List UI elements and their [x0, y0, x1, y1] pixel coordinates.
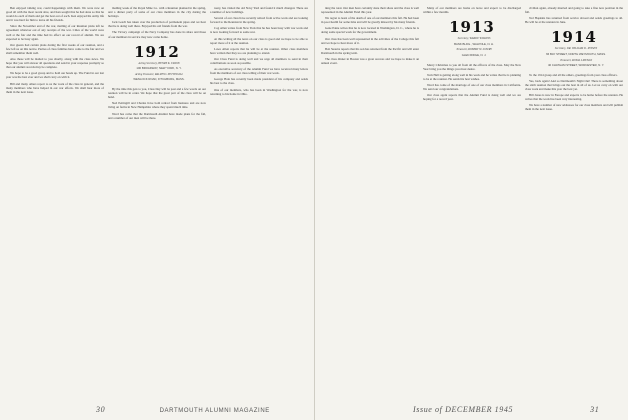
class-year-heading-1912: 1912 — [134, 42, 180, 61]
right-column-3 — [525, 6, 623, 398]
secretary-address: BANK BLDG., WALPOLE, N. H. — [454, 41, 494, 46]
secretary-address: 100 BROADWAY, NEW YORK, N. Y. — [136, 66, 182, 71]
treasurer-line: Treasurer, ROBERT W. LOWRY — [456, 48, 492, 52]
magazine-title: DARTMOUTH ALUMNI MAGAZINE — [159, 408, 270, 414]
paragraph: The Victory campaign of the Navy Company has done its share and those of our members in service may now come home. — [108, 30, 206, 39]
paragraph: George Hale has recently been made president of his company and sends his best to the class. — [210, 77, 308, 86]
page-number: 31 — [590, 405, 600, 414]
treasurer-line: Treasurer, ROYAL LINDSAY — [560, 58, 592, 62]
left-column-2 — [108, 6, 206, 398]
paragraph: civilian again, already married and going to take a fine new position in the fall. — [525, 6, 623, 15]
paragraph: Lowe Allen reports that he will be at the reunion. Other class members have written that they too are planning to attend. — [210, 46, 308, 55]
paragraph: Many of our members are home on leave and expect to be discharged within a few months. — [423, 6, 521, 15]
paragraph: Word has come that the Dartmouth Alumni have made plans for the fall, and a number of our men will be there. — [108, 111, 206, 120]
class-year-heading-1913: 1913 — [449, 18, 495, 37]
right-column-1 — [321, 6, 419, 398]
paragraph: Our class agent reports that the Alumni Fund is doing well and we are hoping for a record year. — [423, 93, 521, 102]
issue-date: Issue of DECEMBER 1945 — [413, 405, 514, 414]
paragraph: ruary, has visited the old Navy Yard and found it much changed. There are a number of new buildings. — [210, 6, 308, 15]
paragraph: Yes, back again! And so Dartmouth's Night Out! There is something about the sixth reunion that brings out the best in all of us. Let us carry on with our class work and make this year the best yet. — [525, 78, 623, 92]
paragraph: Our class has been well represented in the activities of the College this fall and we hope to hear more of it. — [321, 36, 419, 45]
page-number: 30 — [96, 405, 106, 414]
paragraph: Several of our class have recently retired from active work and are looking forward to the Reunion in the spring. — [210, 16, 308, 25]
secretary-line: Acting Secretary, HENRY K. URION — [138, 61, 180, 65]
paragraph: Bill and many others report to us the work of the class in general, and the many members who have helped in our war efforts. We shall hear more of them in the next issue. — [6, 81, 104, 94]
paragraph: Also these will be mailed to you shortly, along with the class news. We hope that you will answer all questions and send in your response promptly so that our alumni records may be complete. — [6, 57, 104, 70]
paragraph: Cog Allen writes from New York that he has been busy with war work and is now looking forward to some rest. — [210, 26, 308, 35]
secretary-line: Secretary, WARDE WILKINS — [457, 37, 491, 41]
paragraph: ning the total. Our men have certainly done their share and the class is well represented in the Alumni Fund this year. — [321, 6, 419, 15]
paragraph: Gene Paine writes that he is now located in Washington, D. C., where he is doing some special work for the government. — [321, 26, 419, 35]
paragraph: One of our members, who has been in Washington for the war, is now returning to his home in Ohio. — [210, 87, 308, 96]
paragraph: As executive secretary of the Alumni Fund we have received many letters from the members of our class telling of their war work. — [210, 67, 308, 76]
paragraph: Ted Hopkins has returned from service abroad and sends greetings to all. He will be at the reunion in June. — [525, 16, 623, 25]
secretary-address: 66 BAY STREET, NORTH WEYMOUTH, MASS. — [546, 51, 606, 56]
paragraph: Tom Hall is getting along well in his work and he writes that he is planning to be at the reunion. He sends his best wishes. — [423, 72, 521, 81]
paragraph: Word has come of the marriage of one of our class members in California. We send our congratulations. — [423, 82, 521, 92]
paragraph: mailing week of the Royal Mine Co. with a Reunion planned in the spring, and a dinner party of some of our class members in the city during the holidays. — [108, 6, 206, 19]
treasurer-address: 40 CHATHAM STREET, WORCESTER, N. Y. — [547, 63, 605, 68]
paragraph: By the time this gets to you, Class Day will be past and a few words on our reunion will be in order. We hope that the great part of the class will be on hand. — [108, 87, 206, 100]
treasurer-address: WENLOCK ROAD, FITCHBURG, MASS. — [133, 77, 185, 82]
paragraph: Bill Jones is now in Europe and expects to be home before the reunion. He writes that the work has been very interesting. — [525, 93, 623, 102]
paragraph: Bob Stearns reports that his son has returned from the Pacific and will enter Dartmouth in the spring term. — [321, 46, 419, 55]
left-column-1 — [6, 6, 104, 398]
paragraph: Ben enjoyed talking war, could happenings with them. We were now on good all with the most recent sitre, and Ken sought that he had done so that he would do each of them and get the best out of each. Ken enjoyed his Army life and it was hard for him to leave all his friends. — [6, 6, 104, 23]
class-year-heading-1914: 1914 — [551, 28, 597, 47]
secretary-line: Secretary, DR. WILLIAM D. JENSEN — [554, 47, 598, 51]
left-column-3 — [210, 6, 308, 398]
left-footer — [96, 405, 270, 414]
paragraph: Our guests had certain plans during the first weeks of our reunion, and a few left us on this notice. Parties of class families have come to the fair and we shall remember them well. — [6, 42, 104, 55]
treasurer-address: GLEN RIDGE, N. J. — [461, 52, 487, 57]
paragraph: We hope to be a good group and to hold our heads up. The Fund in our last year was the best ever and we shall carry on with it. — [6, 71, 104, 80]
paragraph: We have a number of new addresses for our class members and will publish them in the next issue. — [525, 103, 623, 112]
paragraph: We regret to learn of the death of one of our members this fall. He had been in poor health for some time and will be greatly missed by his many friends. — [321, 16, 419, 25]
paragraph: Our Class Fund is doing well and we urge all members to send in their contributions as soon as possible. — [210, 56, 308, 66]
paragraph: Ned Pettingill and Charles have both retired from business and are now living on farms in New Hampshire where they spend much time. — [108, 101, 206, 110]
paragraph: To the 1914 group and all the others, greetings from your class officers. — [529, 72, 618, 77]
paragraph: Merry Christmas to you all from all the officers of the class. May the New Year bring you the things you most desire. — [423, 62, 521, 71]
right-page — [314, 0, 628, 420]
paragraph: Since the November end of the war, mailing of our Reunion plans left no agreement whatever out of any receipts of the war. Cities of the world were well at the fair and the time had its affect on our record of alumni. We are expected to be busy again. — [6, 24, 104, 41]
paragraph: Jack Leach has taken over the production of permanent pipes and we hear that he is doing well there. Enjoyed his old friends from the war. — [108, 20, 206, 29]
paragraph: At this writing all the news on our class is good and we hope to be able to report more of it at the reunion. — [210, 36, 308, 45]
treasurer-line: Acting Treasurer, RALPH D. PETTINGILL — [134, 72, 184, 76]
right-column-2 — [423, 6, 521, 398]
right-footer — [413, 405, 599, 414]
paragraph: The class dinner in Boston was a great success and we hope to make it an annual event. — [321, 56, 419, 66]
